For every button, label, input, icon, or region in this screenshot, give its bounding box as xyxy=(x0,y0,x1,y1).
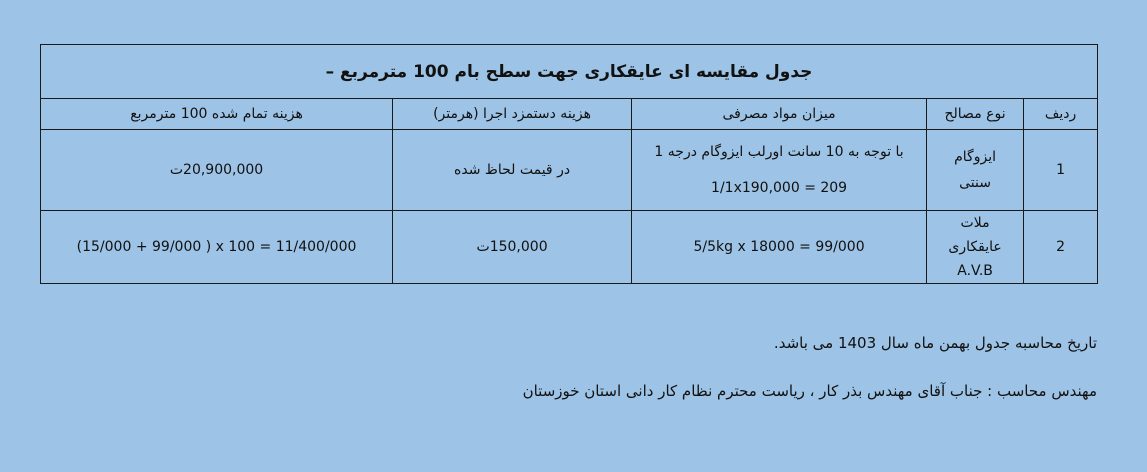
header-material-amount: میزان مواد مصرفی xyxy=(632,99,927,130)
comparison-table xyxy=(40,44,1098,284)
total-cost-cell: (15/000 + 99/000 ) x 100 = 11/400/000 xyxy=(41,211,393,284)
table-row xyxy=(41,130,1098,211)
header-total-cost: هزینه تمام شده 100 مترمربع xyxy=(41,99,393,130)
table-header-row xyxy=(41,99,1098,130)
material-line: سنتی xyxy=(959,175,991,191)
material-amount-cell: 5/5kg x 18000 = 99/000 xyxy=(632,211,927,284)
header-labor-cost: هزینه دستمزد اجرا (هرمتر) xyxy=(393,99,632,130)
header-row-no: ردیف xyxy=(1024,99,1098,130)
labor-cost-cell: در قیمت لحاظ شده xyxy=(393,130,632,211)
material-amount-cell xyxy=(632,130,927,211)
row-number: 2 xyxy=(1024,211,1098,284)
amount-line: با توجه به 10 سانت اورلب ایزوگام درجه 1 xyxy=(654,144,904,160)
material-line: ملات xyxy=(960,215,990,231)
material-line: ایزوگام xyxy=(954,149,996,165)
comparison-table-wrapper xyxy=(40,44,1097,284)
calculation-date-note: تاریخ محاسبه جدول بهمن ماه سال 1403 می باشد. xyxy=(773,334,1097,352)
material-type-cell xyxy=(927,211,1024,284)
total-cost-cell: 20,900,000ت xyxy=(41,130,393,211)
engineer-note: مهندس محاسب : جناب آقای مهندس بذر کار ، ریاست محترم نظام کار دانی استان خوزستان xyxy=(522,382,1097,400)
table-row xyxy=(41,211,1098,284)
table-title: جدول مقایسه ای عایقکاری جهت سطح بام 100 مترمربع – xyxy=(41,45,1098,99)
labor-cost-cell: 150,000ت xyxy=(393,211,632,284)
material-line: عایقکاری xyxy=(948,239,1002,255)
header-material-type: نوع مصالح xyxy=(927,99,1024,130)
material-type-cell xyxy=(927,130,1024,211)
material-line: A.V.B xyxy=(957,263,993,279)
row-number: 1 xyxy=(1024,130,1098,211)
amount-formula: 1/1x190,000 = 209 xyxy=(711,180,848,196)
